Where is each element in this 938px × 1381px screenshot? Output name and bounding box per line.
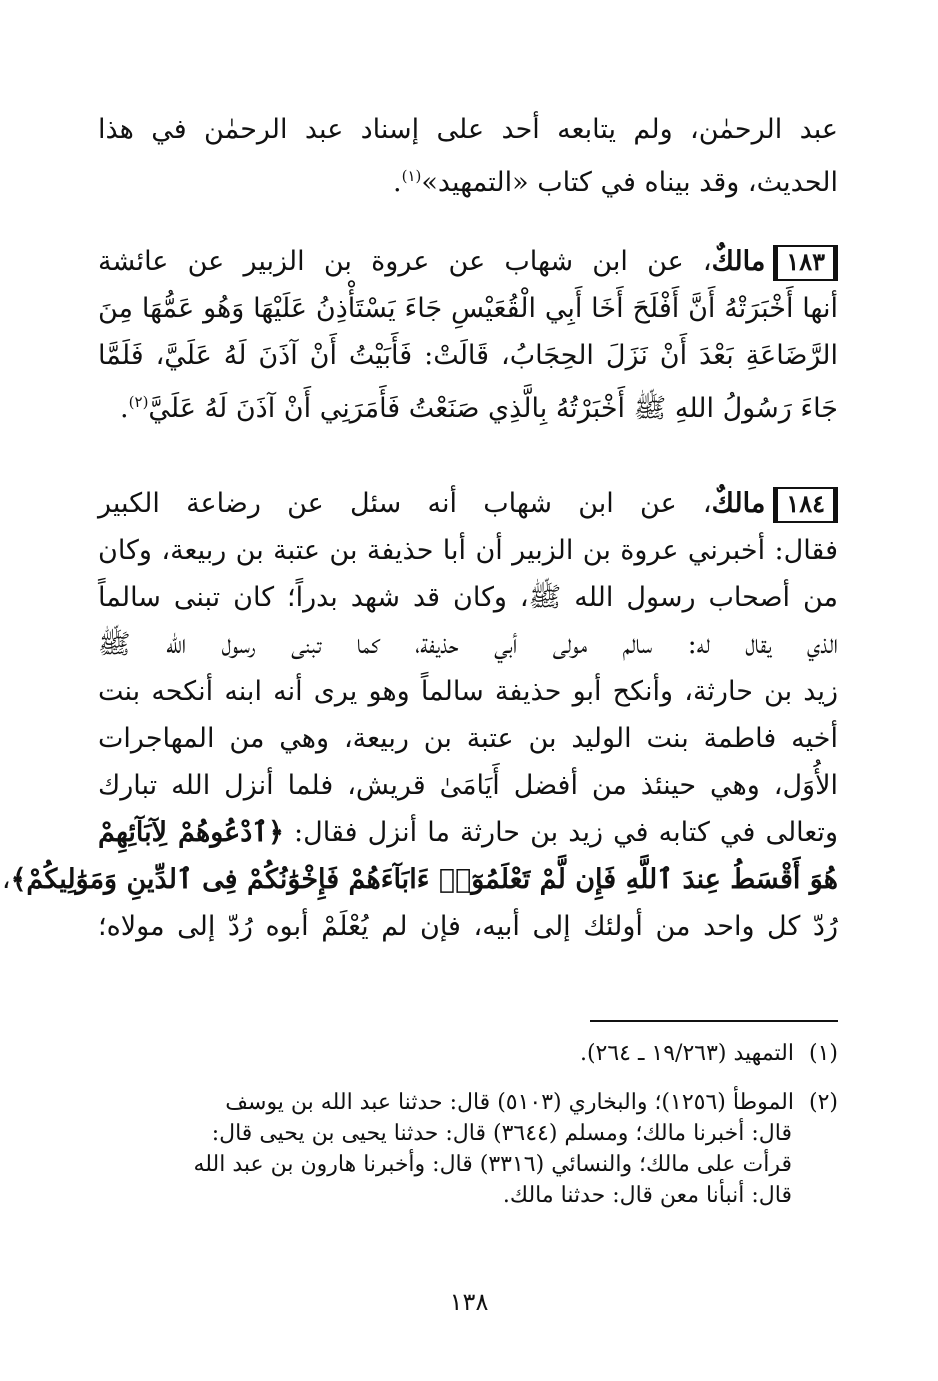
text-line: أخيه فاطمة بنت الوليد بن عتبة بن ربيعة، وهي من المهاجرات <box>98 723 838 754</box>
hadith-header-line <box>98 480 838 527</box>
text-line <box>98 379 838 426</box>
hadith-header-line <box>98 238 838 285</box>
hadith-number-box: ١٨٣ <box>773 245 838 281</box>
text-line: زيد بن حارثة، وأنكح أبو حذيفة سالماً وهو يرى أنه ابنه أنكحه بنت <box>98 676 838 707</box>
hadith-184 <box>1 480 838 950</box>
hadith-speaker: مالكٌ <box>711 488 766 519</box>
footnote-line <box>98 1038 838 1069</box>
footnote-number: (١) <box>808 1041 838 1066</box>
footnote-line <box>98 1087 838 1118</box>
text-line-content: وتعالى في كتابه في زيد بن حارثة ما أنزل فقال: <box>283 817 838 848</box>
page-number: ١٣٨ <box>449 1288 489 1316</box>
text-line: الرَّضَاعَةِ بَعْدَ أَنْ نَزَلَ الحِجَابُ، قَالَتْ: فَأَبَيْتُ أَنْ آذَنَ لَهُ عَلَيَّ، فَلَمَّا <box>98 340 838 371</box>
sentence-end: . <box>120 393 129 424</box>
text-line: من أصحاب رسول الله ﷺ، وكان قد شهد بدراً؛ كان تبنى سالماً <box>98 582 838 613</box>
punctuation: ، <box>1 864 11 895</box>
footnote-1 <box>98 1038 838 1069</box>
footnote-ref: (٢) <box>128 393 149 411</box>
text-line: الذي يقال له: سالم مولى أبي حذيفة، كما تبنى رسول الله ﷺ <box>98 629 838 660</box>
footnote-line: قال: أخبرنا مالك؛ ومسلم (٣٦٤٤) قال: حدثنا يحيى بن يحيى قال: <box>211 1121 792 1146</box>
text-line: عبد الرحمٰن، ولم يتابعه أحد على إسناد عبد الرحمٰن في هذا <box>98 114 838 145</box>
text-line <box>98 809 838 856</box>
quran-verse: هُوَ أَقْسَطُ عِندَ ٱللَّهِ فَإِن لَّمْ تَعْلَمُوٓا۟ ءَابَآءَهُمْ فَإِخْوَٰنُكُمْ فِى ٱلدِّينِ وَمَوَٰلِيكُمْ﴾ <box>10 864 838 895</box>
footnote-line: قرأت على مالك؛ والنسائي (٣٣١٦) قال: وأخبرنا هارون بن عبد الله <box>193 1152 792 1177</box>
hadith-speaker: مالكٌ <box>711 246 766 277</box>
text-line: فقال: أخبرني عروة بن الزبير أن أبا حذيفة بن عتبة بن ربيعة، وكان <box>98 535 838 566</box>
text-line: الأُوَل، وهي حينئذ من أفضل أَيَامَىٰ قريش، فلما أنزل الله تبارك <box>98 770 838 801</box>
text-line-content: جَاءَ رَسُولُ اللهِ ﷺ أَخْبَرْتُهُ بِالَّذِي صَنَعْتُ فَأَمَرَنِي أَنْ آذَنَ لَهُ عَلَيَّ <box>148 393 838 424</box>
hadith-183 <box>98 238 838 426</box>
hadith-number-box: ١٨٤ <box>773 487 838 523</box>
footnote-text: الموطأ (١٢٥٦)؛ والبخاري (٥١٠٣) قال: حدثنا عبد الله بن يوسف <box>225 1090 794 1115</box>
footnote-ref: (١) <box>401 167 422 185</box>
hadith-line-rest: ، عن ابن شهاب أنه سئل عن رضاعة الكبير <box>98 488 712 519</box>
footnote-text: التمهيد (١٩/٢٦٣ ـ ٢٦٤). <box>579 1041 794 1066</box>
hadith-line-rest: ، عن ابن شهاب عن عروة بن الزبير عن عائشة <box>98 246 712 277</box>
text-line-content: الحديث، وقد بيناه في كتاب «التمهيد» <box>421 167 838 198</box>
text-line <box>1 856 838 903</box>
footnote-separator <box>590 1020 838 1022</box>
footnote-line: قال: أنبأنا معن قال: حدثنا مالك. <box>502 1183 792 1208</box>
footnote-number: (٢) <box>808 1090 838 1115</box>
footnote-2 <box>98 1087 838 1211</box>
paragraph-continuation <box>98 106 838 200</box>
text-line: أنها أَخْبَرَتْهُ أَنَّ أَفْلَحَ أَخَا أَبِي الْقُعَيْسِ جَاءَ يَسْتَأْذِنُ عَلَيْهَا وَهُو عَمُّهَا مِنَ <box>98 293 838 324</box>
text-line <box>98 153 838 200</box>
quran-verse: ﴿ٱدْعُوهُمْ لِآبَآئِهِمْ <box>98 817 284 848</box>
sentence-end: . <box>392 167 402 198</box>
footnotes <box>98 1038 838 1211</box>
text-line: رُدّ كل واحد من أولئك إلى أبيه، فإن لم يُعْلَمْ أبوه رُدّ إلى مولاه؛ <box>98 911 838 942</box>
